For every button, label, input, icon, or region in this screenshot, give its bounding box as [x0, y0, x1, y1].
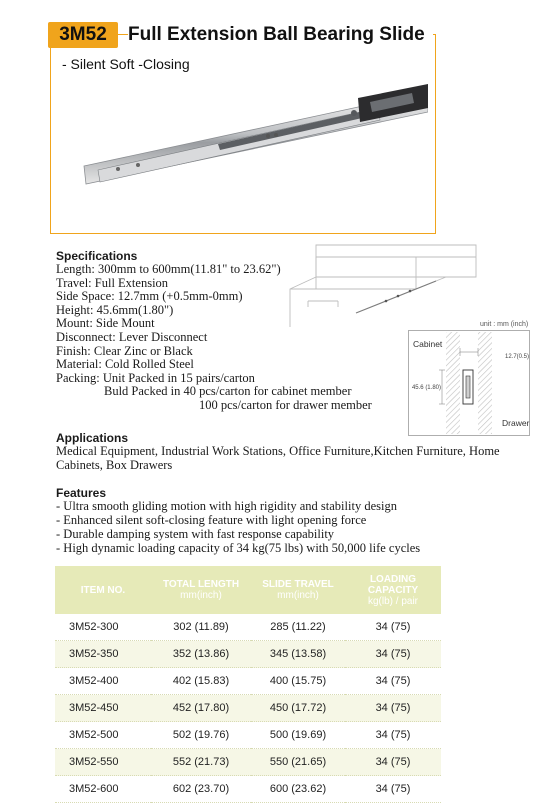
table-row — [55, 614, 441, 641]
spec-material: Material: Cold Rolled Steel — [56, 357, 194, 372]
spec-height: Height: 45.6mm(1.80") — [56, 302, 174, 317]
cell-slide-travel: 600 (23.62) — [251, 776, 345, 803]
cell-item-no: 3M52-400 — [55, 668, 151, 695]
product-table — [55, 566, 441, 803]
page-title: Full Extension Ball Bearing Slide — [128, 22, 433, 48]
spec-length: Length: 300mm to 600mm(11.81" to 23.62") — [56, 262, 281, 276]
features-heading: Features — [56, 486, 107, 500]
feature-item: - Enhanced silent soft-closing feature with light opening force — [56, 513, 367, 527]
column-header-loading-capacity: LOADING CAPACITY kg(lb) / pair — [345, 566, 441, 614]
cell-loading-capacity: 34 (75) — [345, 641, 441, 668]
table-row — [55, 695, 441, 722]
cell-item-no: 3M52-550 — [55, 749, 151, 776]
cell-total-length: 602 (23.70) — [151, 776, 251, 803]
cell-slide-travel: 345 (13.58) — [251, 641, 345, 668]
cabinet-drawing — [286, 237, 486, 329]
cell-loading-capacity: 34 (75) — [345, 668, 441, 695]
cell-total-length: 502 (19.76) — [151, 722, 251, 749]
cell-loading-capacity: 34 (75) — [345, 614, 441, 641]
cabinet-label: Cabinet — [413, 339, 443, 349]
spec-mount: Mount: Side Mount — [56, 316, 155, 331]
feature-item: - Durable damping system with fast response capability — [56, 527, 335, 541]
cell-loading-capacity: 34 (75) — [345, 695, 441, 722]
column-header-item-no: ITEM NO. — [55, 566, 151, 614]
cell-item-no: 3M52-350 — [55, 641, 151, 668]
cell-loading-capacity: 34 (75) — [345, 749, 441, 776]
cell-slide-travel: 550 (21.65) — [251, 749, 345, 776]
spec-travel: Travel: Full Extension — [56, 275, 169, 290]
spec-packing-bulk-cabinet: Buld Packed in 40 pcs/carton for cabinet member — [104, 384, 352, 399]
spec-disconnect: Disconnect: Lever Disconnect — [56, 329, 208, 344]
cell-item-no: 3M52-300 — [55, 614, 151, 641]
drawer-label: Drawer — [502, 418, 530, 428]
cell-loading-capacity: 34 (75) — [345, 776, 441, 803]
column-header-total-length: TOTAL LENGTH mm(inch) — [151, 566, 251, 614]
cell-slide-travel: 285 (11.22) — [251, 614, 345, 641]
spec-finish: Finish: Clear Zinc or Black — [56, 343, 193, 358]
height-dimension: 45.6 (1.80) — [411, 385, 441, 391]
specifications-heading: Specifications — [56, 249, 138, 263]
cell-item-no: 3M52-500 — [55, 722, 151, 749]
model-code-badge: 3M52 — [48, 22, 118, 48]
cell-slide-travel: 400 (15.75) — [251, 668, 345, 695]
cell-slide-travel: 450 (17.72) — [251, 695, 345, 722]
cell-total-length: 302 (11.89) — [151, 614, 251, 641]
applications-text: Medical Equipment, Industrial Work Stations, Office Furniture,Kitchen Furniture, Home Cabinets, Box Drawers — [56, 444, 500, 472]
cell-item-no: 3M52-450 — [55, 695, 151, 722]
drawer-slide-image — [78, 82, 428, 192]
table-header-row — [55, 566, 441, 614]
applications-heading: Applications — [56, 431, 129, 445]
cell-item-no: 3M52-600 — [55, 776, 151, 803]
cell-total-length: 352 (13.86) — [151, 641, 251, 668]
features-list — [56, 500, 420, 556]
spec-packing: Packing: Unit Packed in 15 pairs/carton — [56, 370, 255, 385]
cell-slide-travel: 500 (19.69) — [251, 722, 345, 749]
table-row — [55, 668, 441, 695]
cell-loading-capacity: 34 (75) — [345, 722, 441, 749]
cell-total-length: 452 (17.80) — [151, 695, 251, 722]
spec-side-space: Side Space: 12.7mm (+0.5mm-0mm) — [56, 289, 243, 304]
table-row — [55, 722, 441, 749]
feature-item: - High dynamic loading capacity of 34 kg(75 lbs) with 50,000 life cycles — [56, 541, 421, 555]
table-row — [55, 749, 441, 776]
cell-total-length: 552 (21.73) — [151, 749, 251, 776]
table-row — [55, 641, 441, 668]
column-header-slide-travel: SLIDE TRAVEL mm(inch) — [251, 566, 345, 614]
side-space-dimension: 12.7(0.5) — [505, 354, 530, 360]
spec-packing-bulk-drawer: 100 pcs/carton for drawer member — [199, 397, 372, 412]
table-row — [55, 776, 441, 803]
page-subtitle: - Silent Soft -Closing — [62, 56, 190, 72]
cell-total-length: 402 (15.83) — [151, 668, 251, 695]
unit-note: unit : mm (inch) — [480, 321, 529, 328]
feature-item: - Ultra smooth gliding motion with high rigidity and stability design — [56, 499, 397, 513]
